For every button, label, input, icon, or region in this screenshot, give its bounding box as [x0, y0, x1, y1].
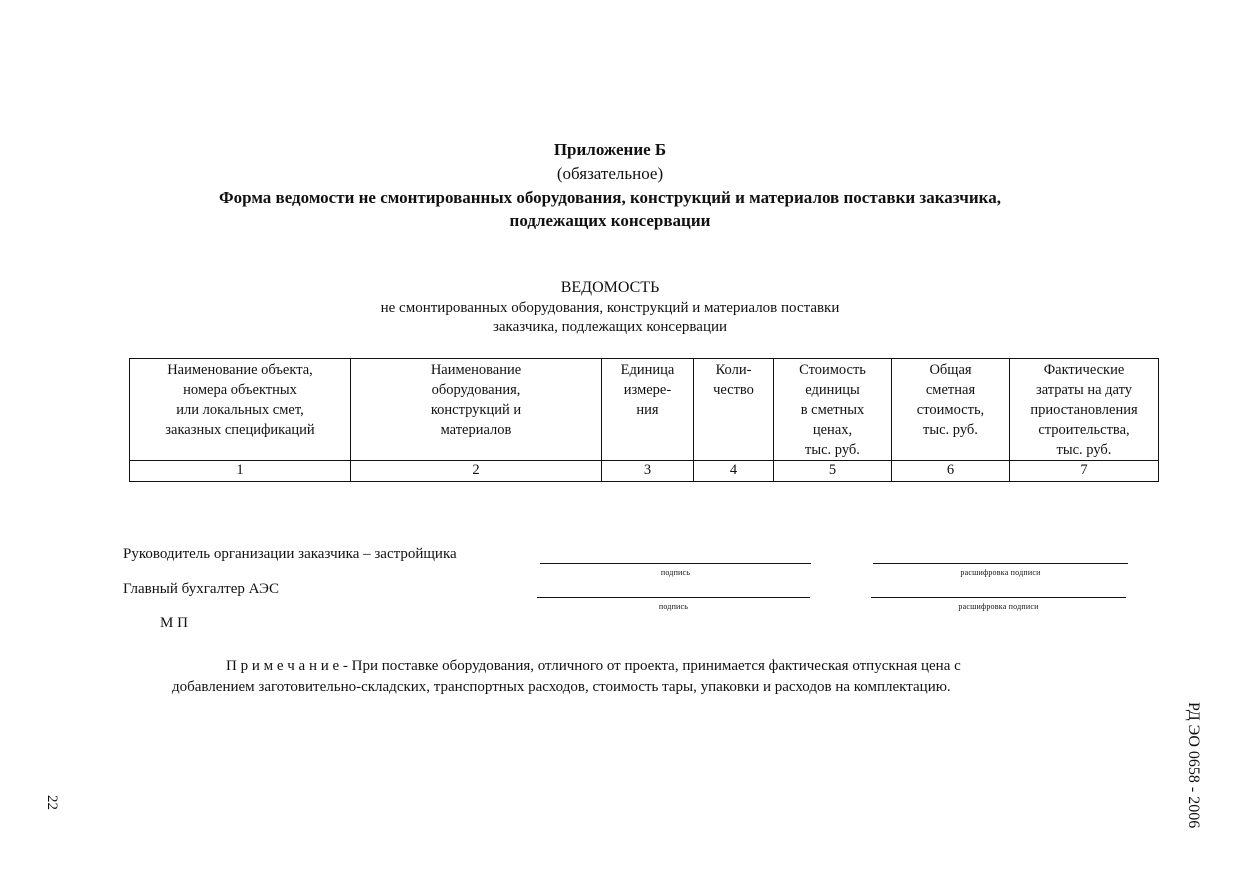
statement-table: [129, 358, 1159, 482]
form-title-line1: Форма ведомости не смонтированных оборудования, конструкций и материалов поставки заказчика,: [219, 188, 1001, 207]
accountant-signature-line: [537, 597, 810, 598]
table-header-row: [130, 359, 1159, 461]
document-code: РД ЭО 0658 - 2006: [1185, 702, 1202, 829]
form-title-line2: подлежащих консервации: [509, 211, 711, 230]
accountant-decoding-caption: расшифровка подписи: [958, 602, 1039, 611]
note-text-line1: При поставке оборудования, отличного от проекта, принимается фактическая отпускная цена с: [351, 658, 961, 674]
note-label: П р и м е ч а н и е -: [226, 658, 348, 674]
head-signature-caption: подпись: [660, 568, 691, 577]
statement-title: ВЕДОМОСТЬ: [560, 279, 660, 296]
column-header-total-cost: Общая сметная стоимость, тыс. руб.: [892, 359, 1010, 461]
column-number: 3: [602, 461, 694, 482]
statement-subtitle-line1: не смонтированных оборудования, конструкций и материалов поставки: [380, 300, 840, 316]
accountant-signature-caption: подпись: [658, 602, 689, 611]
accountant-signature-label: Главный бухгалтер АЭС: [123, 581, 279, 597]
column-header-quantity: Коли- чество: [694, 359, 774, 461]
column-header-unit: Единица измере- ния: [602, 359, 694, 461]
head-signature-label: Руководитель организации заказчика – застройщика: [123, 546, 457, 562]
head-decoding-line: [873, 563, 1128, 564]
column-number: 4: [694, 461, 774, 482]
note-text-line2: добавлением заготовительно-складских, транспортных расходов, стоимость тары, упаковки и расходов на комплектацию.: [172, 679, 951, 695]
accountant-decoding-line: [871, 597, 1126, 598]
column-number: 2: [351, 461, 602, 482]
head-signature-line: [540, 563, 811, 564]
column-number: 6: [892, 461, 1010, 482]
head-decoding-caption: расшифровка подписи: [960, 568, 1041, 577]
column-number: 7: [1010, 461, 1159, 482]
statement-subtitle-line2: заказчика, подлежащих консервации: [492, 319, 728, 335]
appendix-title: Приложение Б: [553, 140, 667, 159]
column-header-object: Наименование объекта, номера объектных или локальных смет, заказных спецификаций: [130, 359, 351, 461]
appendix-status: (обязательное): [556, 164, 664, 183]
stamp-label: М П: [160, 615, 188, 631]
column-header-unit-cost: Стоимость единицы в сметных ценах, тыс. руб.: [774, 359, 892, 461]
table-number-row: [130, 461, 1159, 482]
page-number: 22: [44, 795, 60, 810]
column-number: 5: [774, 461, 892, 482]
note-line1: [226, 656, 961, 677]
column-number: 1: [130, 461, 351, 482]
column-header-equipment: Наименование оборудования, конструкций и материалов: [351, 359, 602, 461]
column-header-actual-costs: Фактические затраты на дату приостановления строительства, тыс. руб.: [1010, 359, 1159, 461]
